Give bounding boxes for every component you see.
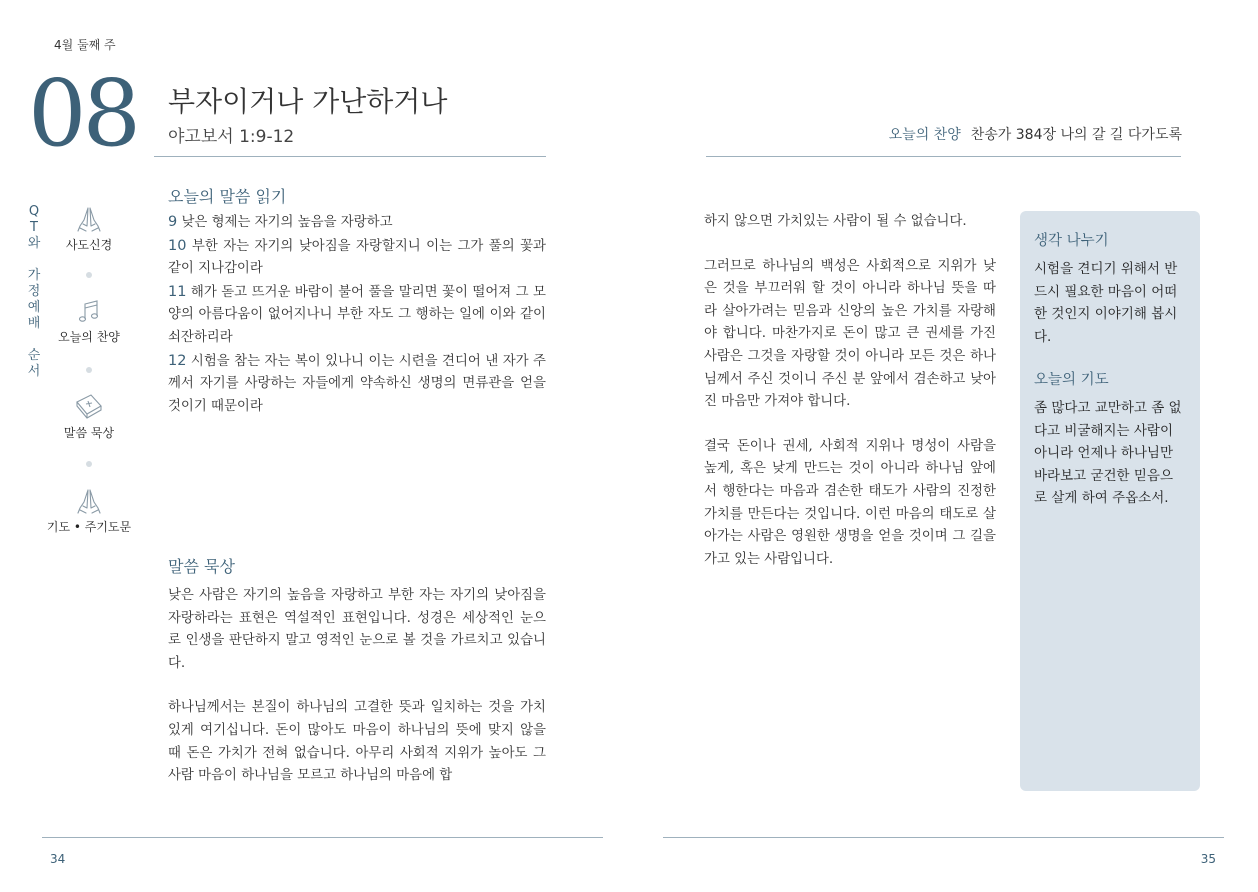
step-label: 오늘의 찬양 (58, 330, 120, 344)
verse (168, 211, 546, 235)
hymn-label: 오늘의 찬양 (888, 127, 961, 143)
step-hymn (34, 296, 144, 345)
vertical-char: 배 (27, 316, 41, 331)
step-label: 기도 • 주기도문 (46, 520, 132, 534)
step-separator-dot (86, 367, 92, 373)
step-separator-dot (86, 461, 92, 467)
praying-hands-icon (74, 486, 104, 516)
share-heading: 생각 나누기 (1034, 233, 1109, 249)
sidebar-panel (1020, 211, 1200, 791)
step-separator-dot (86, 272, 92, 278)
meditation-body-right (704, 211, 996, 593)
step-creed (34, 204, 144, 253)
verse (168, 281, 546, 350)
page-number-right: 35 (1200, 852, 1216, 866)
vertical-char: 와 (27, 236, 41, 251)
meditation-heading: 말씀 묵상 (168, 557, 235, 576)
week-label: 4월 둘째 주 (54, 38, 116, 52)
verse (168, 350, 546, 419)
praying-hands-icon (74, 204, 104, 234)
verse-text: 부한 자는 자기의 낮아짐을 자랑할지니 이는 그가 풀의 꽃과 같이 지나감이라 (168, 238, 546, 277)
bible-book-icon (73, 390, 105, 422)
verse-text: 낮은 형제는 자기의 높음을 자랑하고 (177, 215, 393, 230)
music-note-icon (74, 296, 104, 326)
day-number: 08 (28, 60, 138, 167)
reading-heading: 오늘의 말씀 읽기 (168, 187, 287, 206)
meditation-section (168, 554, 546, 810)
verse-text: 시험을 참는 자는 복이 있나니 이는 시련을 견디어 낸 자가 주께서 자기를 사랑하는 자들에게 약속하신 생명의 면류관을 얻을 것이기 때문이라 (168, 353, 546, 414)
vertical-char: 정 (27, 284, 41, 299)
header-rule-right (706, 156, 1181, 157)
step-label: 사도신경 (65, 238, 113, 252)
page-title: 부자이거나 가난하거나 (168, 85, 448, 118)
verse-text: 해가 돋고 뜨거운 바람이 불어 풀을 말리면 꽃이 떨어져 그 모양의 아름다움이 없어지나니 부한 자도 그 행하는 일에 이와 같이 쇠잔하리라 (168, 284, 546, 345)
meditation-body-left (168, 585, 546, 788)
verse-number: 10 (168, 237, 187, 254)
vertical-char: 예 (27, 300, 41, 315)
step-meditation (34, 390, 144, 441)
vertical-char: T (30, 220, 38, 235)
footer-rule-right (663, 837, 1224, 838)
meditation-paragraph: 낮은 사람은 자기의 높음을 자랑하고 부한 자는 자기의 낮아짐을 자랑하라는 표현은 역설적인 표현입니다. 성경은 세상적인 눈으로 인생을 판단하지 말고 영적인 눈으로 볼 것을 가르치고 있습니다. (168, 588, 546, 671)
vertical-char: 순 (27, 348, 41, 363)
meditation-paragraph: 하나님께서는 본질이 하나님의 고결한 뜻과 일치하는 것을 가치있게 여기십니다. 돈이 많아도 마음이 하나님의 뜻에 맞지 않을 때 돈은 가치가 전혀 없습니다. 아무리 사회적 지위가 높아도 그 사람 마음이 하나님을 모르고 하나님의 마음에 합 (168, 700, 546, 784)
step-label: 말씀 묵상 (63, 426, 115, 440)
prayer-heading: 오늘의 기도 (1034, 372, 1109, 388)
prayer-text: 좀 많다고 교만하고 좀 없다고 비굴해지는 사람이 아니라 언제나 하나님만 바라보고 굳건한 믿음으로 살게 하여 주옵소서. (1034, 400, 1182, 506)
footer-rule-left (42, 837, 603, 838)
page-number-left: 34 (50, 852, 66, 866)
reading-section (168, 184, 546, 418)
vertical-char: Q (28, 204, 40, 219)
meditation-paragraph: 결국 돈이나 권세, 사회적 지위나 명성이 사람을 높게, 혹은 낮게 만드는 것이 아니라 하나님 앞에서 행한다는 마음과 겸손한 태도가 사람의 진정한 가치를 만든다는 것입니다. 이런 마음의 태도로 살아가는 사람은 영원한 생명을 얻을 것이며 그 길을 가고 있는 사람입니다. (704, 438, 996, 567)
meditation-paragraph: 그러므로 하나님의 백성은 사회적으로 지위가 낮은 것을 부끄러워 할 것이 아니라 하나님 뜻을 따라 살아가려는 믿음과 신앙의 높은 가치를 자랑해야 합니다. 마찬가지로 돈이 많고 큰 권세를 가진 사람은 그것을 자랑할 것이 아니라 모든 것은 하나님께서 주신 것이니 주신 분 앞에서 겸손하고 낮아진 마음만 가져야 합니다. (704, 258, 996, 410)
verse (168, 235, 546, 281)
verse-list (168, 211, 546, 418)
vertical-char: 서 (27, 364, 41, 379)
verse-number: 9 (168, 214, 178, 230)
vertical-char: 가 (27, 268, 41, 283)
vertical-gap (26, 252, 42, 268)
hymn-of-the-day (889, 124, 1182, 144)
header-rule-left (154, 156, 546, 157)
verse-number: 12 (168, 352, 187, 369)
hymn-text: 찬송가 384장 나의 갈 길 다가도록 (970, 127, 1182, 143)
scripture-reference: 야고보서 1:9-12 (168, 127, 295, 147)
step-prayer (34, 486, 144, 535)
share-text: 시험을 견디기 위해서 반드시 필요한 마음이 어떠한 것인지 이야기해 봅시다. (1034, 261, 1178, 345)
meditation-paragraph: 하지 않으면 가치있는 사람이 될 수 없습니다. (704, 214, 967, 229)
verse-number: 11 (168, 283, 187, 300)
